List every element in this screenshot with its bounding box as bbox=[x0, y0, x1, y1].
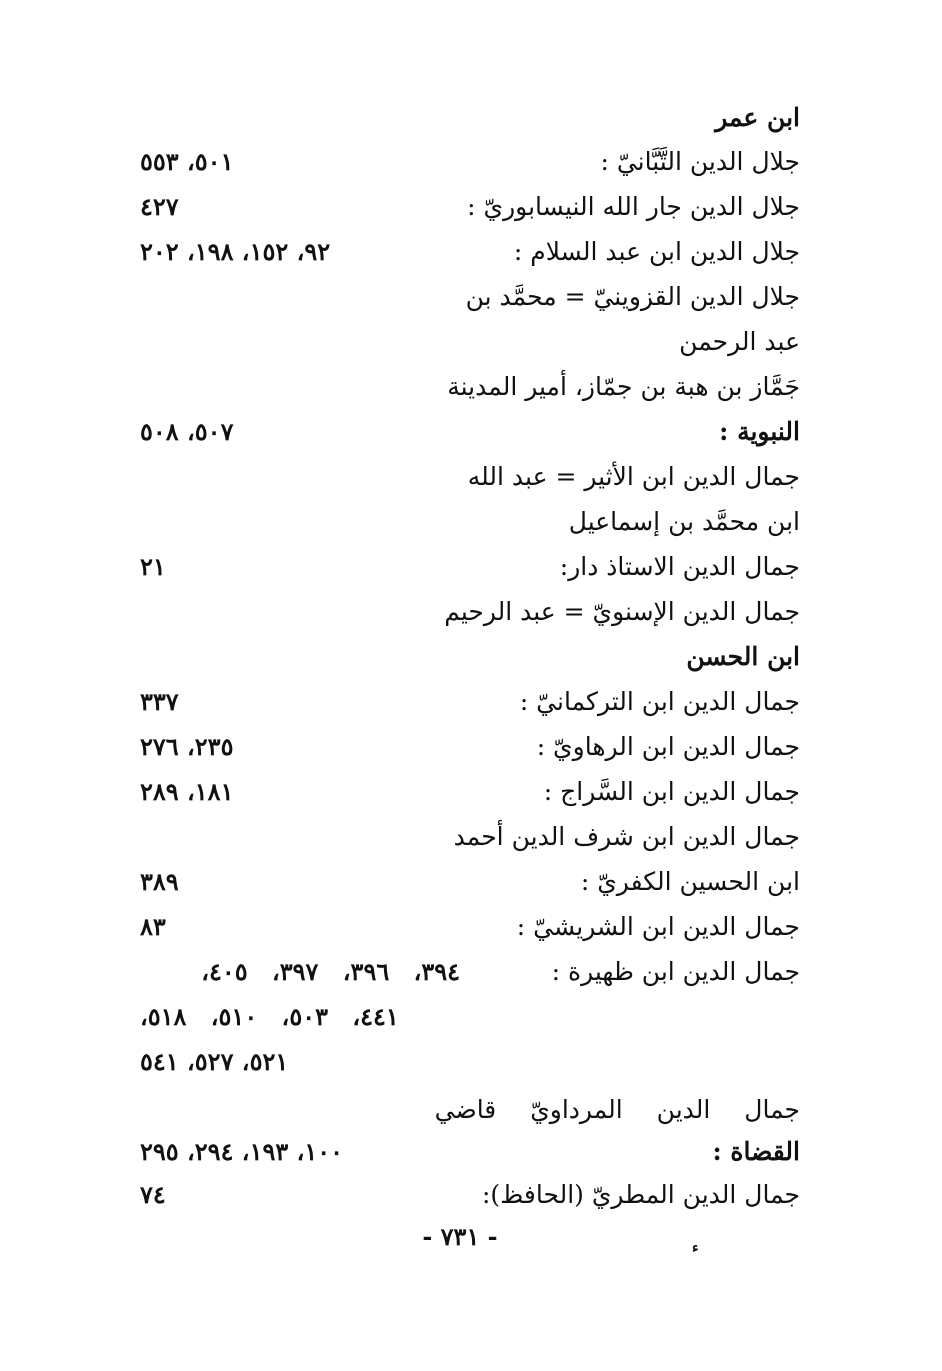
entry-name: جمال الدين ابن ظهيرة : bbox=[551, 957, 800, 986]
entry-pages: ٥٢١، ٥٢٧، ٥٤١ bbox=[140, 1047, 289, 1076]
entry-name: جمال الدين ابن الأثير = عبد الله bbox=[467, 462, 800, 491]
entry-name: عبد الرحمن bbox=[679, 327, 800, 356]
index-entry-pages-continuation bbox=[0, 995, 942, 1039]
entry-pages: ٩٢، ١٥٢، ١٩٨، ٢٠٢ bbox=[140, 237, 331, 266]
index-entry-pages-continuation bbox=[0, 1040, 942, 1084]
index-entry bbox=[0, 1173, 942, 1217]
entry-name: جلال الدين القزوينيّ = محمَّد بن bbox=[465, 282, 800, 311]
entry-pages: ٣٩٤، ٣٩٦، ٣٩٧، ٤٠٥، bbox=[201, 957, 460, 986]
entry-pages: ٨٣ bbox=[140, 912, 166, 941]
entry-pages: ٢٣٥، ٢٧٦ bbox=[140, 732, 234, 761]
entry-name: جَمَّاز بن هبة بن جمّاز، أمير المدينة bbox=[447, 372, 800, 401]
entry-name: جلال الدين التَّبَّانيّ : bbox=[600, 147, 800, 176]
entry-name: جمال الدين ابن الرهاويّ : bbox=[536, 732, 800, 761]
entry-pages: ١٨١، ٢٨٩ bbox=[140, 777, 234, 806]
index-entry bbox=[0, 905, 942, 949]
entry-name: جمال الدين المطريّ (الحافظ): bbox=[481, 1180, 800, 1209]
index-entry bbox=[0, 230, 942, 274]
entry-pages: ٤٤١، ٥٠٣، ٥١٠، ٥١٨، bbox=[140, 1002, 399, 1031]
index-entry bbox=[0, 455, 942, 499]
entry-name: جلال الدين جار الله النيسابوريّ : bbox=[467, 192, 800, 221]
entry-name: جمال الدين ابن شرف الدين أحمد bbox=[453, 822, 800, 851]
index-entry bbox=[0, 725, 942, 769]
index-entry bbox=[0, 365, 942, 409]
entry-pages: ٣٨٩ bbox=[140, 867, 179, 896]
index-entry bbox=[0, 590, 942, 634]
entry-name: جمال الدين ابن الشريشيّ : bbox=[516, 912, 800, 941]
index-entry bbox=[0, 680, 942, 724]
index-entry-continuation bbox=[0, 320, 942, 364]
entry-pages: ١٠٠، ١٩٣، ٢٩٤، ٢٩٥ bbox=[140, 1137, 344, 1166]
index-entry bbox=[0, 1088, 942, 1132]
entry-name: ابن الحسين الكفريّ : bbox=[580, 867, 800, 896]
entry-name: جمال الدين الإسنويّ = عبد الرحيم bbox=[444, 597, 800, 626]
entry-name: ابن عمر bbox=[715, 103, 800, 132]
entry-pages: ٤٢٧ bbox=[140, 192, 179, 221]
index-entry bbox=[0, 545, 942, 589]
page-number: - ٧٣١ - bbox=[422, 1222, 498, 1251]
entry-name: ابن الحسن bbox=[686, 642, 800, 671]
entry-name: جمال الدين الاستاذ دار: bbox=[559, 552, 800, 581]
entry-pages: ٢١ bbox=[140, 552, 166, 581]
entry-pages: ٧٤ bbox=[140, 1180, 166, 1209]
entry-name: جمال الدين ابن السَّراج : bbox=[543, 777, 800, 806]
entry-name: القضاة : bbox=[712, 1137, 800, 1166]
entry-name: جمال الدين المرداويّ قاضي bbox=[434, 1095, 800, 1124]
index-entry-continuation bbox=[0, 860, 942, 904]
entry-name: ابن محمَّد بن إسماعيل bbox=[568, 507, 800, 536]
index-entry bbox=[0, 96, 942, 140]
scan-speck: ء bbox=[692, 1240, 699, 1256]
entry-name: جلال الدين ابن عبد السلام : bbox=[513, 237, 800, 266]
index-entry bbox=[0, 815, 942, 859]
index-entry bbox=[0, 950, 942, 994]
index-entry-continuation bbox=[0, 410, 942, 454]
entry-pages: ٥٠٧، ٥٠٨ bbox=[140, 417, 234, 446]
index-entry-continuation bbox=[0, 500, 942, 544]
index-entry-continuation bbox=[0, 1130, 942, 1174]
entry-pages: ٥٠١، ٥٥٣ bbox=[140, 147, 234, 176]
entry-name: جمال الدين ابن التركمانيّ : bbox=[519, 687, 800, 716]
index-entry bbox=[0, 140, 942, 184]
index-entry bbox=[0, 275, 942, 319]
index-entry bbox=[0, 770, 942, 814]
index-entry-continuation bbox=[0, 635, 942, 679]
entry-pages: ٣٣٧ bbox=[140, 687, 179, 716]
entry-name: النبوية : bbox=[719, 417, 800, 446]
index-entry bbox=[0, 185, 942, 229]
